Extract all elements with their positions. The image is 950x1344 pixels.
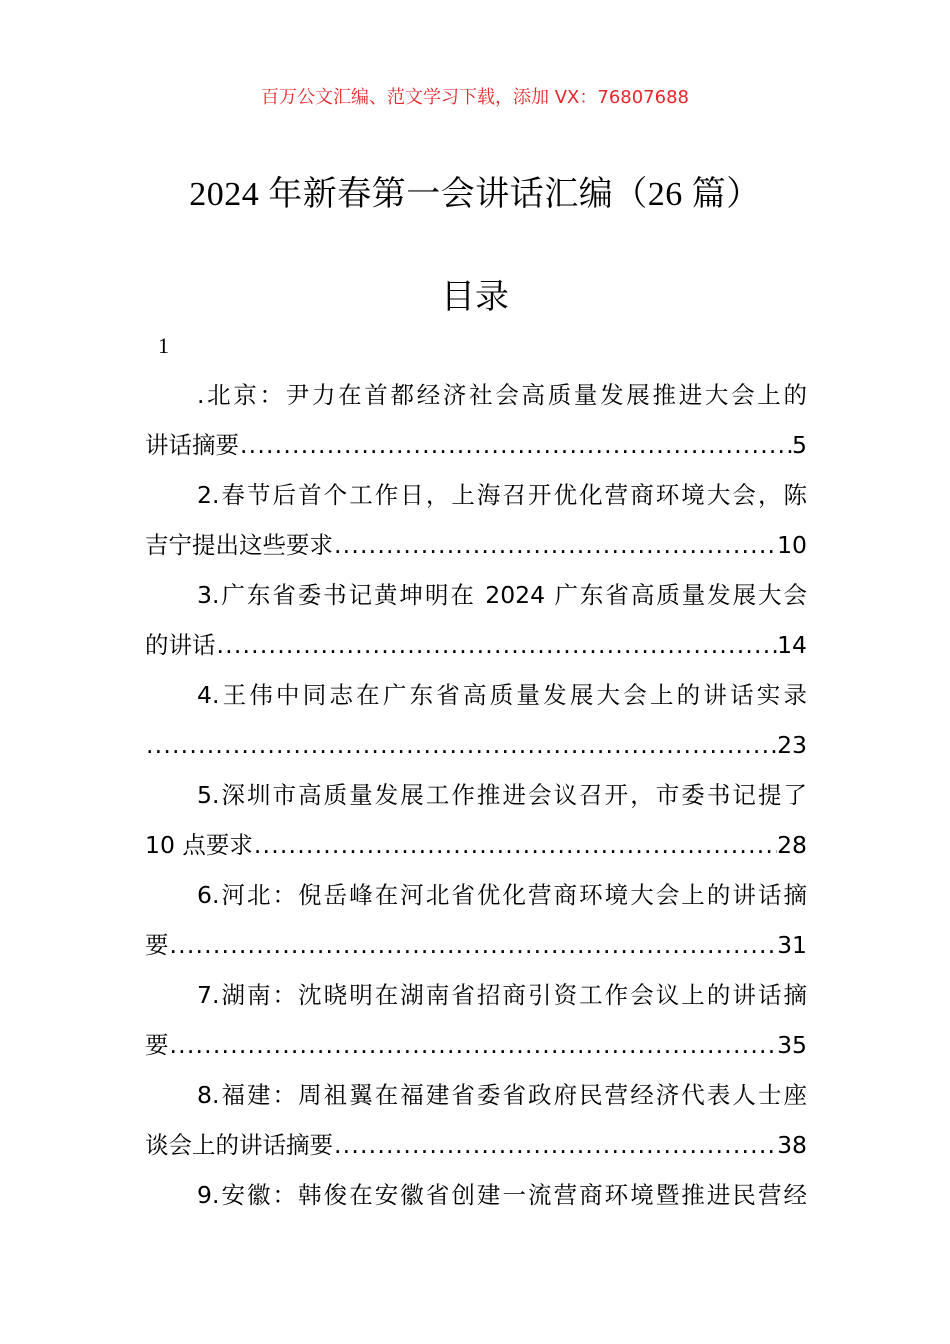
toc-entry-leader-line — [145, 820, 807, 870]
toc-entry-6[interactable] — [145, 870, 807, 970]
toc-page-number: 23 — [777, 731, 807, 759]
dot-leader — [253, 820, 777, 870]
toc-entry-7[interactable] — [145, 970, 807, 1070]
dot-leader — [145, 720, 777, 770]
toc-page-number: 31 — [777, 931, 807, 959]
toc-entry-1[interactable] — [145, 370, 807, 470]
dot-leader — [333, 1120, 777, 1170]
toc-page-number: 10 — [777, 531, 807, 559]
toc-entry-title: 7.湖南：沈晓明在湖南省招商引资工作会议上的讲话摘 — [197, 981, 807, 1009]
toc-page-number: 38 — [777, 1131, 807, 1159]
toc-entry-2[interactable] — [145, 470, 807, 570]
toc-entry-leader-line — [145, 620, 807, 670]
toc-entry-9-partial[interactable]: 9.安徽：韩俊在安徽省创建一流营商环境暨推进民营经 — [197, 1181, 807, 1209]
toc-entry-title: .北京：尹力在首都经济社会高质量发展推进大会上的 — [197, 381, 807, 409]
toc-entry-title-continued: 的讲话 — [145, 631, 216, 659]
toc-entry-title: 8.福建：周祖翼在福建省委省政府民营经济代表人士座 — [197, 1081, 807, 1109]
toc-entry-title: 4.王伟中同志在广东省高质量发展大会上的讲话实录 — [197, 681, 807, 709]
watermark-banner: 百万公文汇编、范文学习下载，添加 VX：76807688 — [261, 87, 689, 108]
toc-entry-title: 3.广东省委书记黄坤明在 2024 广东省高质量发展大会 — [197, 581, 807, 609]
toc-page-number: 5 — [792, 431, 807, 459]
dot-leader — [333, 520, 777, 570]
toc-entry-title-continued: 讲话摘要 — [145, 431, 239, 459]
toc-entry-title-continued: 谈会上的讲话摘要 — [145, 1131, 333, 1159]
toc-page-number: 28 — [777, 831, 807, 859]
toc-entry-8[interactable] — [145, 1070, 807, 1170]
dot-leader — [216, 620, 778, 670]
toc-entry-leader-line — [145, 520, 807, 570]
toc-entry-title: 2.春节后首个工作日，上海召开优化营商环境大会，陈 — [197, 481, 807, 509]
dot-leader — [169, 1020, 778, 1070]
toc-entry-leader-line — [145, 420, 807, 470]
toc-entry-leader-line — [145, 1120, 807, 1170]
toc-page-number: 14 — [777, 631, 807, 659]
toc-entry-title: 5.深圳市高质量发展工作推进会议召开，市委书记提了 — [197, 781, 807, 809]
toc-entry-4[interactable] — [145, 670, 807, 770]
toc-entry-3[interactable] — [145, 570, 807, 670]
table-of-contents — [145, 370, 807, 1220]
toc-heading: 目录 — [441, 277, 509, 317]
dot-leader — [239, 420, 792, 470]
dot-leader — [169, 920, 778, 970]
toc-entry-leader-line — [145, 1020, 807, 1070]
toc-entry-leader-line — [145, 720, 807, 770]
list-number-marker: 1 — [158, 333, 169, 358]
toc-entry-title-continued: 要 — [145, 1031, 169, 1059]
document-title: 2024 年新春第一会讲话汇编（26 篇） — [189, 176, 761, 213]
toc-entry-title-continued: 10 点要求 — [145, 831, 253, 859]
toc-page-number: 35 — [777, 1031, 807, 1059]
toc-entry-leader-line — [145, 920, 807, 970]
toc-entry-title-continued: 要 — [145, 931, 169, 959]
toc-entry-title-continued: 吉宁提出这些要求 — [145, 531, 333, 559]
toc-entry-title: 6.河北：倪岳峰在河北省优化营商环境大会上的讲话摘 — [197, 881, 807, 909]
toc-entry-5[interactable] — [145, 770, 807, 870]
